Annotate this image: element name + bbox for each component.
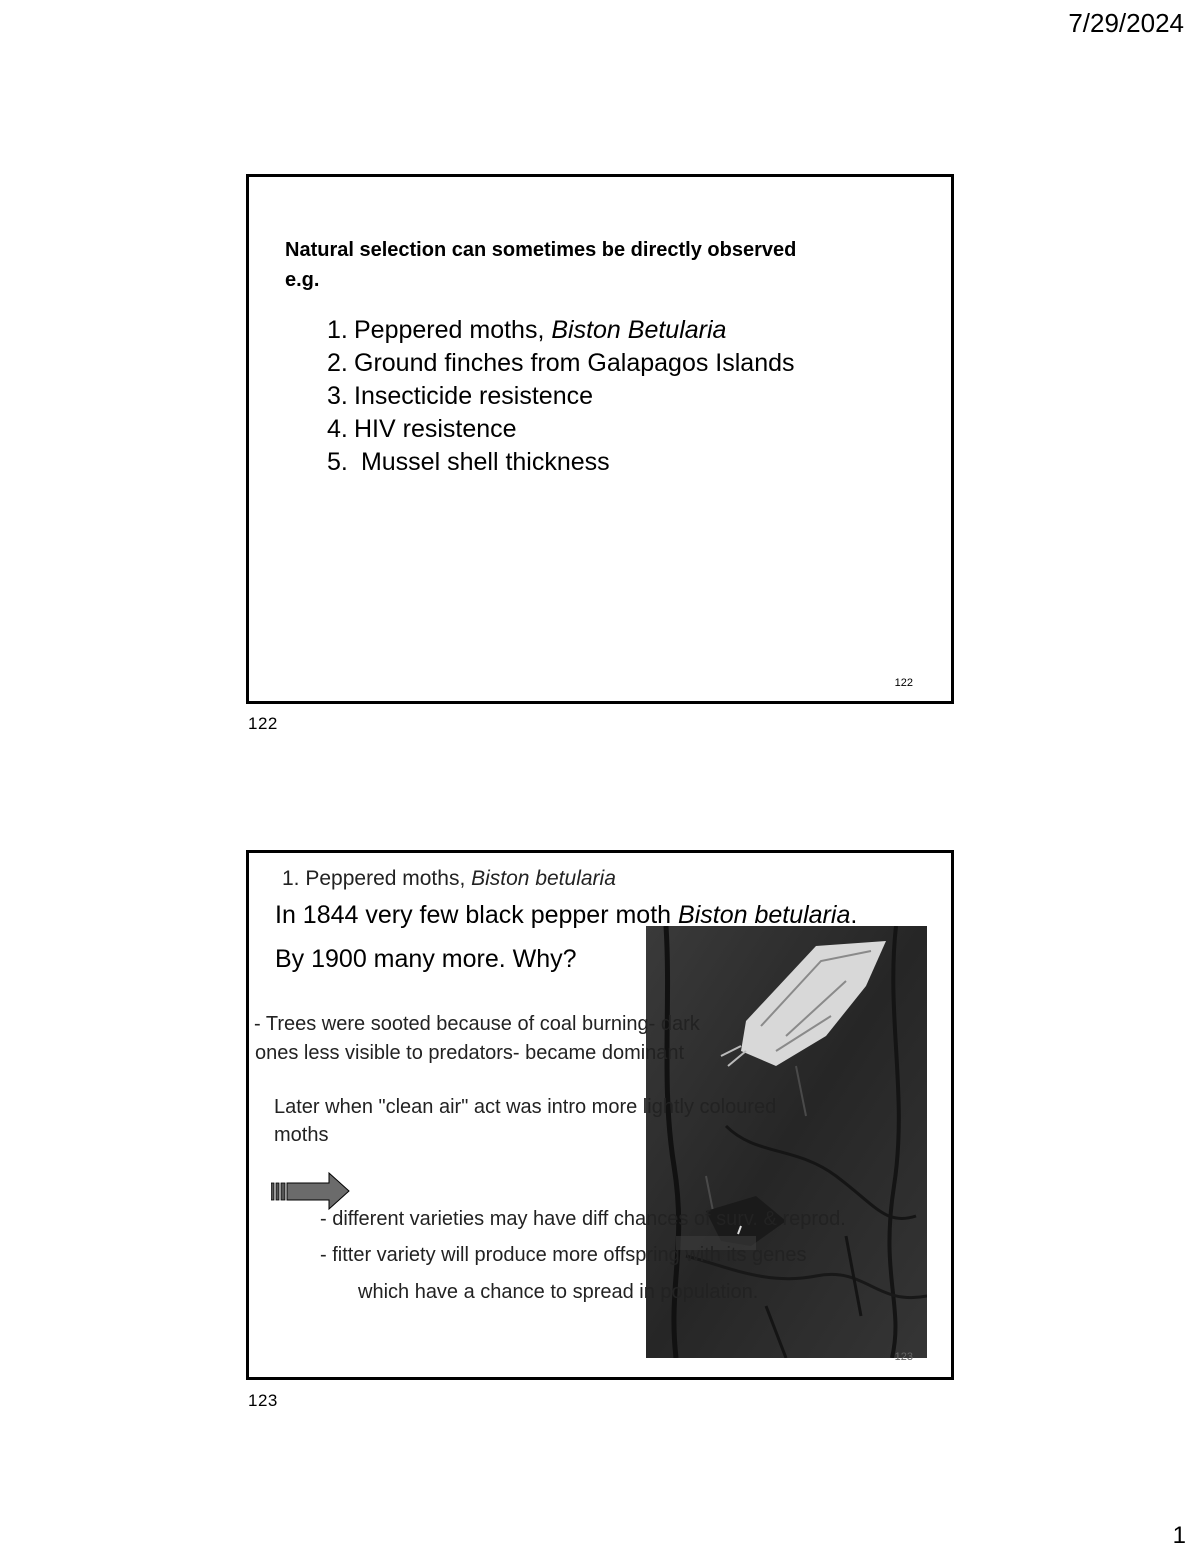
list-item-number: 1. [327,316,348,344]
headline-text: In 1844 very few black pepper moth [275,901,679,929]
conclusion-point-1: - different varieties may have diff chances of surv. & reprod. [320,1208,846,1230]
slide-number: 123 [894,1351,913,1363]
soot-explanation-line-1: - Trees were sooted because of coal burning- dark [254,1013,700,1035]
headline-species: Biston betularia [678,901,851,929]
list-item [327,413,795,446]
conclusion-point-3: which have a chance to spread in population. [358,1281,759,1303]
slide-subtitle [282,867,616,891]
headline-1844 [275,901,857,930]
slide-122 [246,174,954,704]
headline-1900: By 1900 many more. Why? [275,945,577,973]
list-item-number: 3. [327,382,348,410]
slide-number: 122 [894,677,913,689]
subtitle-text: 1. Peppered moths, [282,867,472,890]
list-item [327,380,795,413]
soot-explanation-line-2: ones less visible to predators- became dominant [255,1042,685,1064]
headline-period: . [850,901,858,929]
conclusion-point-2: - fitter variety will produce more offspring with its genes [320,1244,807,1266]
list-item-number: 5. [327,448,348,476]
list-item [327,347,795,380]
slide-123 [246,850,954,1380]
clean-air-line-1: Later when "clean air" act was intro more lightly coloured [274,1096,777,1118]
list-item-number: 2. [327,349,348,377]
list-item-number: 4. [327,415,348,443]
slide-caption: 122 [248,714,278,733]
examples-list [327,314,795,479]
page-number: 1 [1172,1522,1186,1549]
list-item-text: Peppered moths, [354,316,552,344]
list-item-text: Mussel shell thickness [354,448,610,476]
subtitle-species: Biston betularia [471,867,616,890]
slide-heading-line-2: e.g. [285,269,320,291]
list-item [327,446,795,479]
list-item [327,314,795,347]
list-item-species: Biston Betularia [551,316,727,344]
slide-heading [285,235,925,295]
list-item-text: Ground finches from Galapagos Islands [354,349,795,377]
page-date: 7/29/2024 [1068,8,1184,38]
list-item-text: HIV resistence [354,415,517,443]
list-item-text: Insecticide resistence [354,382,594,410]
slide-caption: 123 [248,1391,278,1410]
slide-heading-line-1: Natural selection can sometimes be directly observed [285,239,797,261]
clean-air-line-2: moths [274,1124,329,1146]
